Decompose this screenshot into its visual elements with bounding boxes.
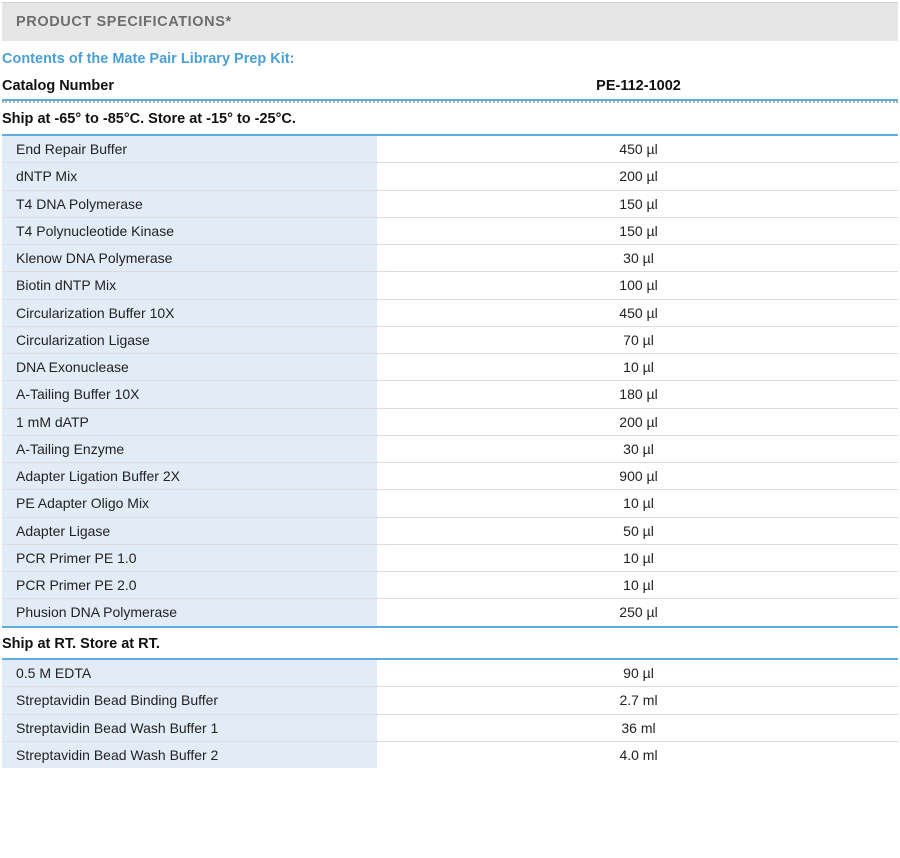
component-amount: 250 µl (619, 604, 658, 621)
section-heading-text: Ship at RT. Store at RT. (2, 636, 160, 652)
component-amount: 50 µl (623, 522, 654, 539)
table-row (2, 191, 898, 218)
component-name: PCR Primer PE 1.0 (2, 545, 377, 571)
table-row (2, 687, 898, 714)
table-row (2, 715, 898, 742)
component-name: Biotin dNTP Mix (2, 272, 377, 298)
component-name: Streptavidin Bead Wash Buffer 2 (2, 742, 377, 768)
component-name: Adapter Ligase (2, 518, 377, 544)
component-amount: 180 µl (619, 386, 658, 403)
table-row (2, 490, 898, 517)
table-row (2, 245, 898, 272)
section-frozen (2, 101, 898, 626)
section-room-temp (2, 626, 898, 768)
component-amount: 900 µl (619, 468, 658, 484)
component-name: Streptavidin Bead Binding Buffer (2, 687, 377, 713)
table-row (2, 742, 898, 768)
table-row (2, 409, 898, 436)
component-name: A-Tailing Enzyme (2, 436, 377, 462)
component-name: 0.5 M EDTA (2, 660, 377, 686)
component-amount: 100 µl (619, 277, 658, 294)
section-heading (2, 626, 898, 660)
component-amount: 30 µl (623, 250, 654, 266)
component-name: T4 Polynucleotide Kinase (2, 218, 377, 244)
component-amount: 200 µl (619, 413, 658, 430)
table-row (2, 136, 898, 163)
component-name: Adapter Ligation Buffer 2X (2, 463, 377, 489)
component-name: End Repair Buffer (2, 136, 377, 162)
table-row (2, 163, 898, 190)
component-amount: 10 µl (623, 549, 654, 566)
component-name: Phusion DNA Polymerase (2, 599, 377, 625)
table-row (2, 381, 898, 408)
component-name: Klenow DNA Polymerase (2, 245, 377, 271)
component-amount: 4.0 ml (619, 746, 658, 763)
component-amount: 10 µl (623, 359, 654, 375)
table-row (2, 545, 898, 572)
component-name: dNTP Mix (2, 163, 377, 189)
table-row (2, 463, 898, 490)
component-amount: 200 µl (619, 168, 658, 185)
table-row (2, 572, 898, 599)
table-row (2, 660, 898, 687)
table-row (2, 436, 898, 463)
component-amount: 30 µl (623, 440, 654, 457)
component-table (2, 660, 898, 768)
component-amount: 10 µl (623, 577, 654, 593)
component-name: Circularization Buffer 10X (2, 300, 377, 326)
catalog-value: PE-112-1002 (596, 78, 681, 94)
table-row (2, 272, 898, 299)
spec-banner (2, 2, 898, 41)
component-amount: 70 µl (623, 331, 654, 348)
component-name: PCR Primer PE 2.0 (2, 572, 377, 598)
banner-title: PRODUCT SPECIFICATIONS* (16, 14, 232, 30)
component-amount: 450 µl (619, 141, 658, 157)
table-row (2, 354, 898, 381)
component-amount: 36 ml (621, 719, 656, 736)
component-name: PE Adapter Oligo Mix (2, 490, 377, 516)
table-row (2, 518, 898, 545)
component-name: A-Tailing Buffer 10X (2, 381, 377, 407)
component-name: 1 mM dATP (2, 409, 377, 435)
table-row (2, 218, 898, 245)
component-name: Circularization Ligase (2, 327, 377, 353)
component-amount: 450 µl (619, 304, 658, 321)
component-amount: 2.7 ml (619, 692, 658, 709)
table-row (2, 327, 898, 354)
component-amount: 90 µl (623, 665, 654, 681)
catalog-label: Catalog Number (2, 78, 114, 94)
section-heading-text: Ship at -65° to -85°C. Store at -15° to -25°C. (2, 111, 296, 127)
component-table (2, 136, 898, 626)
table-row (2, 599, 898, 625)
component-name: DNA Exonuclease (2, 354, 377, 380)
table-row (2, 300, 898, 327)
kit-title: Contents of the Mate Pair Library Prep Kit: (2, 51, 295, 67)
component-amount: 150 µl (619, 222, 658, 239)
component-name: Streptavidin Bead Wash Buffer 1 (2, 715, 377, 741)
section-heading (2, 101, 898, 136)
component-name: T4 DNA Polymerase (2, 191, 377, 217)
catalog-row (2, 75, 898, 101)
component-amount: 10 µl (623, 495, 654, 512)
component-amount: 150 µl (619, 195, 658, 212)
